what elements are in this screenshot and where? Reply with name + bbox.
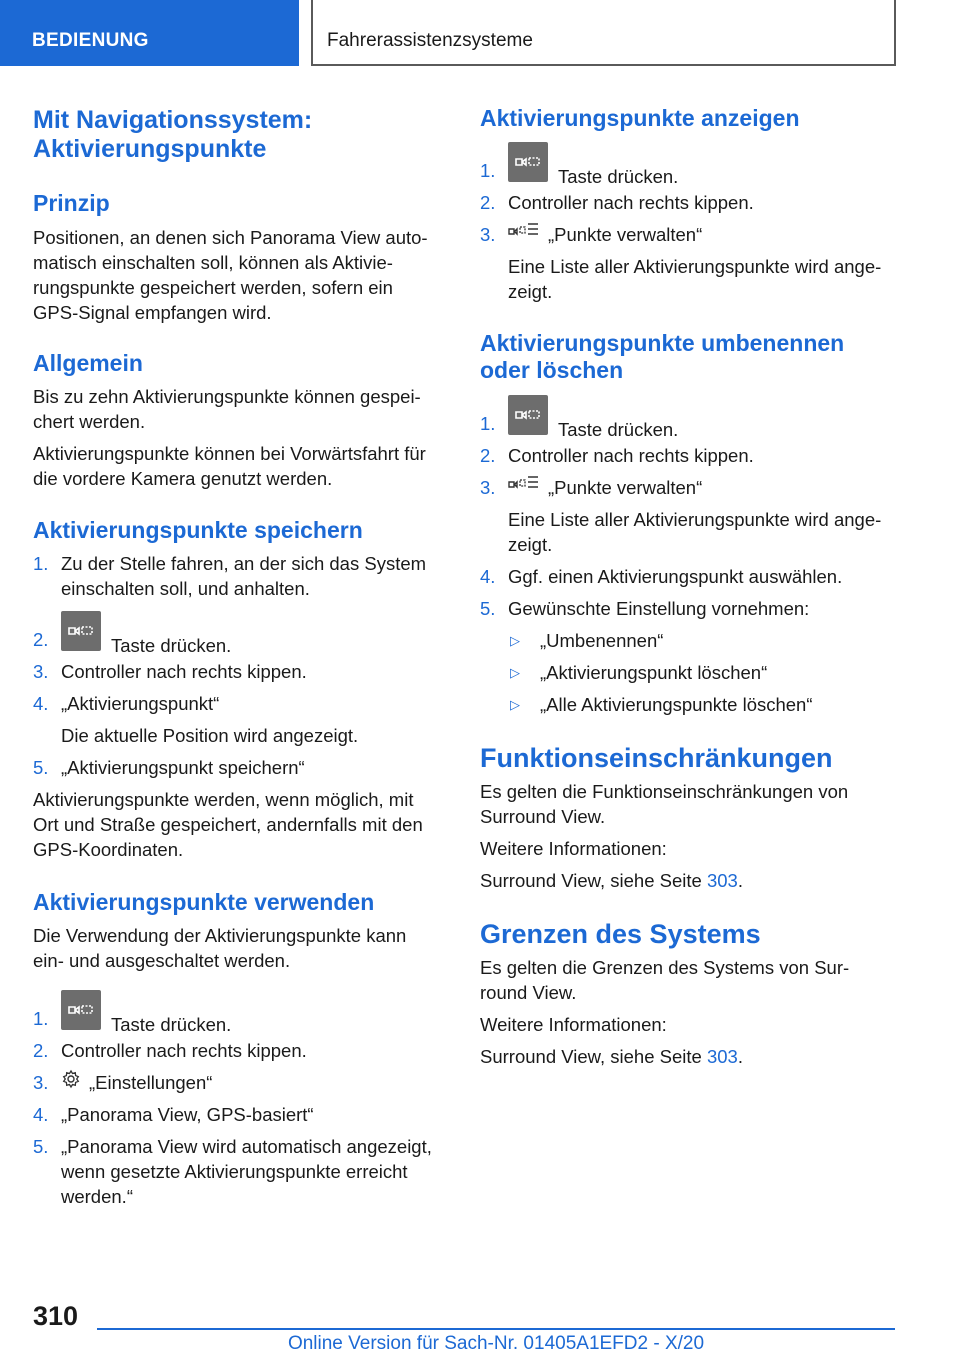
header-chapter: Fahrerassistenzsysteme <box>327 30 533 51</box>
header-section: BEDIENUNG <box>32 30 149 51</box>
triangle-bullet-icon: ▷ <box>510 633 520 648</box>
camera-button-icon <box>61 611 101 651</box>
paragraph-allgemein-2: Aktivierungspunkte können bei Vorwärtsfahrt für die vordere Kamera genutzt werden. <box>33 443 426 489</box>
paragraph-allgemein-1: Bis zu zehn Aktivierungspunkte können gespei-chert werden. <box>33 386 421 432</box>
paragraph-prinzip: Positionen, an denen sich Panorama View auto-matisch einschalten soll, können als Aktivie-rungspunkte gespeichert werden, sofern ein GPS-Signal empfangen wird. <box>33 227 428 323</box>
paragraph-ref-1: Surround View, siehe Seite 303. <box>480 870 743 891</box>
camera-list-icon <box>508 474 540 500</box>
heading-speichern: Aktivierungspunkte speichern <box>33 517 363 543</box>
gear-icon <box>61 1069 81 1095</box>
camera-button-icon <box>61 990 101 1030</box>
triangle-bullet-icon: ▷ <box>510 665 520 680</box>
paragraph-ref-2: Surround View, siehe Seite 303. <box>480 1046 743 1067</box>
camera-button-icon <box>508 395 548 435</box>
page-link-303[interactable]: 303 <box>706 1046 738 1067</box>
heading-verwenden: Aktivierungspunkte verwenden <box>33 889 375 915</box>
paragraph-weitere-2: Weitere Informationen: <box>480 1014 667 1035</box>
heading-funktion: Funktionseinschränkungen <box>480 743 833 773</box>
triangle-bullet-icon: ▷ <box>510 697 520 712</box>
paragraph-verwenden: Die Verwendung der Aktivierungspunkte kann ein- und ausgeschaltet werden. <box>33 925 407 971</box>
heading-umbenennen: Aktivierungspunkte umbenennen oder löschen <box>480 330 845 383</box>
heading-grenzen: Grenzen des Systems <box>480 919 761 949</box>
paragraph-weitere-1: Weitere Informationen: <box>480 838 667 859</box>
heading-navigation: Mit Navigationssystem: Aktivierungspunkte <box>33 106 313 163</box>
camera-list-icon <box>508 221 540 247</box>
heading-prinzip: Prinzip <box>33 190 110 216</box>
header-section-tab <box>0 0 299 66</box>
heading-allgemein: Allgemein <box>33 350 143 376</box>
page-link-303[interactable]: 303 <box>706 870 738 891</box>
header-chapter-box <box>311 0 896 66</box>
footer-divider <box>97 1328 895 1330</box>
footer-text: Online Version für Sach-Nr. 01405A1EFD2 - X/20 <box>287 1333 705 1354</box>
page-number: 310 <box>33 1301 79 1331</box>
paragraph-grenzen: Es gelten die Grenzen des Systems von Sur-round View. <box>480 957 850 1003</box>
camera-button-icon <box>508 142 548 182</box>
paragraph-funktion: Es gelten die Funktionseinschränkungen von Surround View. <box>480 781 849 827</box>
heading-anzeigen: Aktivierungspunkte anzeigen <box>480 105 800 131</box>
paragraph-speichern: Aktivierungspunkte werden, wenn möglich, mit Ort und Straße gespeichert, andernfalls mit den GPS-Koordinaten. <box>33 789 423 860</box>
